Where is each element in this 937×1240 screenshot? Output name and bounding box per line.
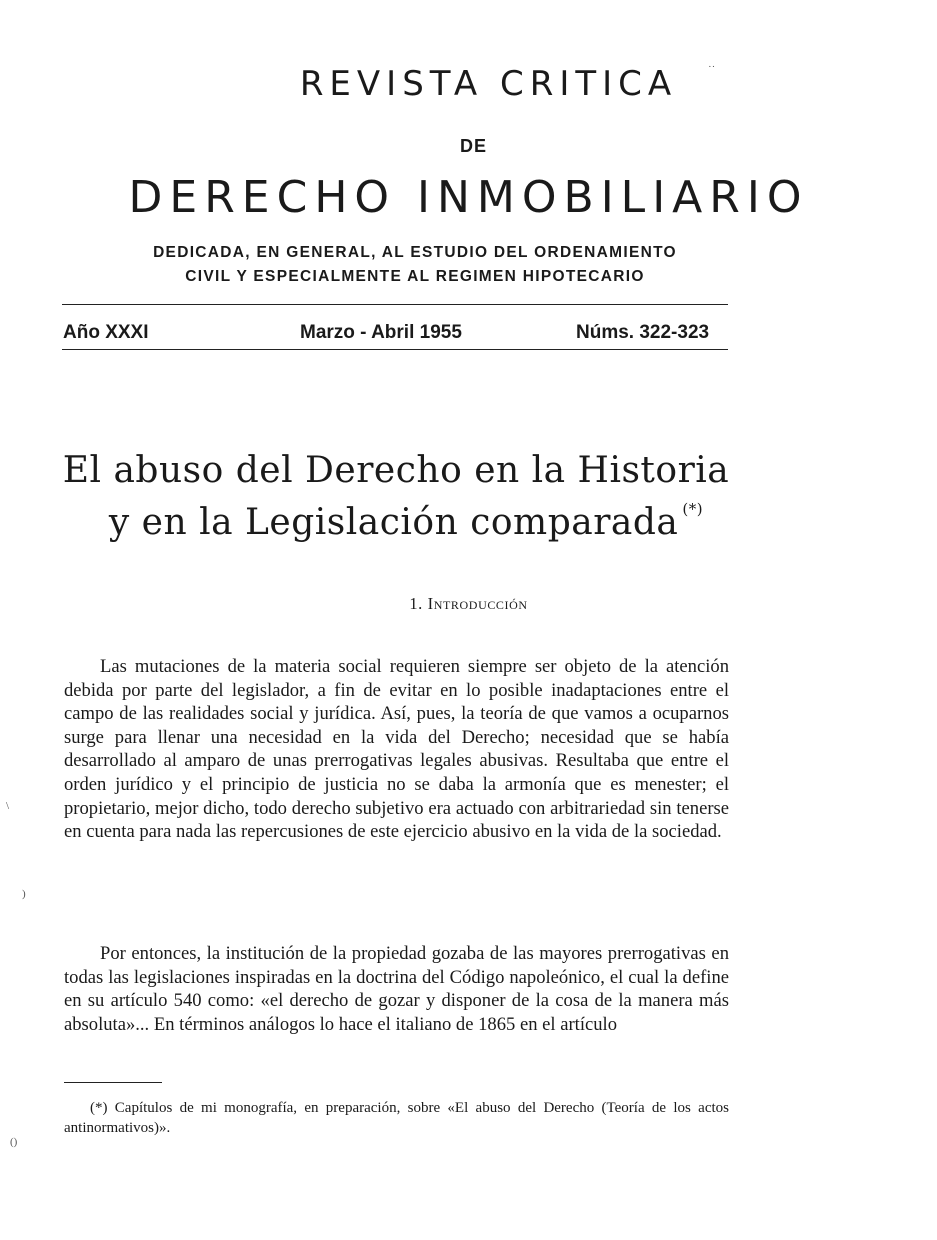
header-rule-bottom <box>62 349 728 350</box>
journal-title-line2: DE <box>459 136 487 156</box>
journal-subtitle-line2: CIVIL Y ESPECIALMENTE AL REGIMEN HIPOTECARIO <box>185 268 645 285</box>
section-heading <box>0 594 937 614</box>
paragraph-text: Por entonces, la institución de la propiedad gozaba de las mayores prerrogativas en todas las legislaciones inspiradas en la doctrina del Código napoleónico, el cual la define en su artículo 540 como: «el derecho de gozar y disponer de la cosa de la manera más absoluta»... En términos análogos lo hace el italiano de 1865 en el artículo <box>64 943 729 1035</box>
section-number: 1. <box>409 594 423 613</box>
footnote-marker: (*) <box>682 500 704 518</box>
body-paragraph-2 <box>64 942 729 1036</box>
issue-date: Marzo - Abril 1955 <box>300 322 462 343</box>
journal-title-line1: REVISTA CRITICA <box>299 64 678 104</box>
paragraph-text: Las mutaciones de la materia social requieren siempre ser objeto de la atención debida por parte del legislador, a fin de evitar en lo posible inadaptaciones entre el campo de las realidades social y jurídica. Así, pues, la teoría de que vamos a ocuparnos surge para llenar una necesidad en la vida del Derecho; necesidad que se había desarrollado al amparo de unas prerrogativas legales abusivas. Resultaba que entre el orden jurídico y el principio de justicia no se daba la armonía que es menester; el propietario, mejor dicho, todo derecho subjetivo era actuado con arbitrariedad sin tenerse en cuenta para nada las repercusiones de este ejercicio abusivo en la vida de la sociedad. <box>64 656 729 843</box>
journal-subtitle-line1: DEDICADA, EN GENERAL, AL ESTUDIO DEL ORDENAMIENTO <box>153 244 677 261</box>
scan-mark: ˙˙ <box>708 64 716 76</box>
journal-title-line3: DERECHO INMOBILIARIO <box>128 172 809 223</box>
footnote-rule <box>64 1082 162 1083</box>
header-rule-top <box>62 304 728 305</box>
article-title-line2-text: y en la Legislación comparada <box>108 502 679 543</box>
scan-mark: \ <box>6 800 10 812</box>
issue-year: Año XXXI <box>63 322 149 343</box>
footnote: (*) Capítulos de mi monografía, en preparación, sobre «El abuso del Derecho (Teoría de los actos antinormativos)». <box>64 1100 729 1136</box>
issue-numbers: Núms. 322-323 <box>576 322 710 343</box>
article-title-line2 <box>62 500 730 543</box>
body-paragraph-1 <box>64 655 729 844</box>
article-title-line1: El abuso del Derecho en la Historia <box>62 450 730 491</box>
section-title: Introducción <box>427 594 528 613</box>
scan-mark: () <box>10 1136 18 1148</box>
scan-mark: ) <box>22 888 26 900</box>
